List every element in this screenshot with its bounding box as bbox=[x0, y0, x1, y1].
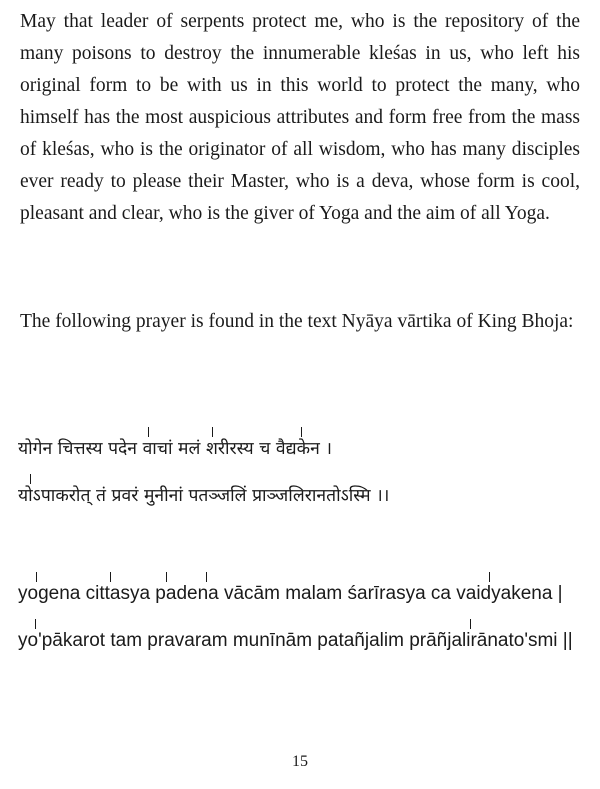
svara-mark bbox=[301, 427, 302, 437]
page-number: 15 bbox=[292, 753, 308, 770]
paragraph-prayer-intro: The following prayer is found in the text Nyāya vārtika of King Bhoja: bbox=[20, 311, 574, 332]
svara-mark bbox=[30, 474, 31, 484]
verse-roman-line-1: yogena cittasya padena vācām malam śarīrasya ca vaidyakena | bbox=[18, 583, 563, 604]
paragraph-invocation: May that leader of serpents protect me, who is the repository of the many poisons to destroy the innumerable kleśas in us, who left his original form to be with us in this world to protect the many, who himself has the most auspicious attributes and form free from the mass of kleśas, who is the originator of all wisdom, who has many disciples ever ready to please their Master, who is a deva, whose form is cool, pleasant and clear, who is the giver of Yoga and the aim of all Yoga. bbox=[20, 11, 580, 224]
verse-devanagari-line-1: योगेन चित्तस्य पदेन वाचां मलं शरीरस्य च वैद्यकेन । bbox=[18, 439, 332, 459]
svara-mark bbox=[212, 427, 213, 437]
svara-mark bbox=[148, 427, 149, 437]
verse-devanagari-line-2: योऽपाकरोत् तं प्रवरं मुनीनां पतञ्जलिं प्राञ्जलिरानतोऽस्मि ।। bbox=[18, 486, 390, 506]
verse-roman-line-2: yo'pākarot tam pravaram munīnām patañjalim prāñjalirānato'smi || bbox=[18, 630, 573, 651]
